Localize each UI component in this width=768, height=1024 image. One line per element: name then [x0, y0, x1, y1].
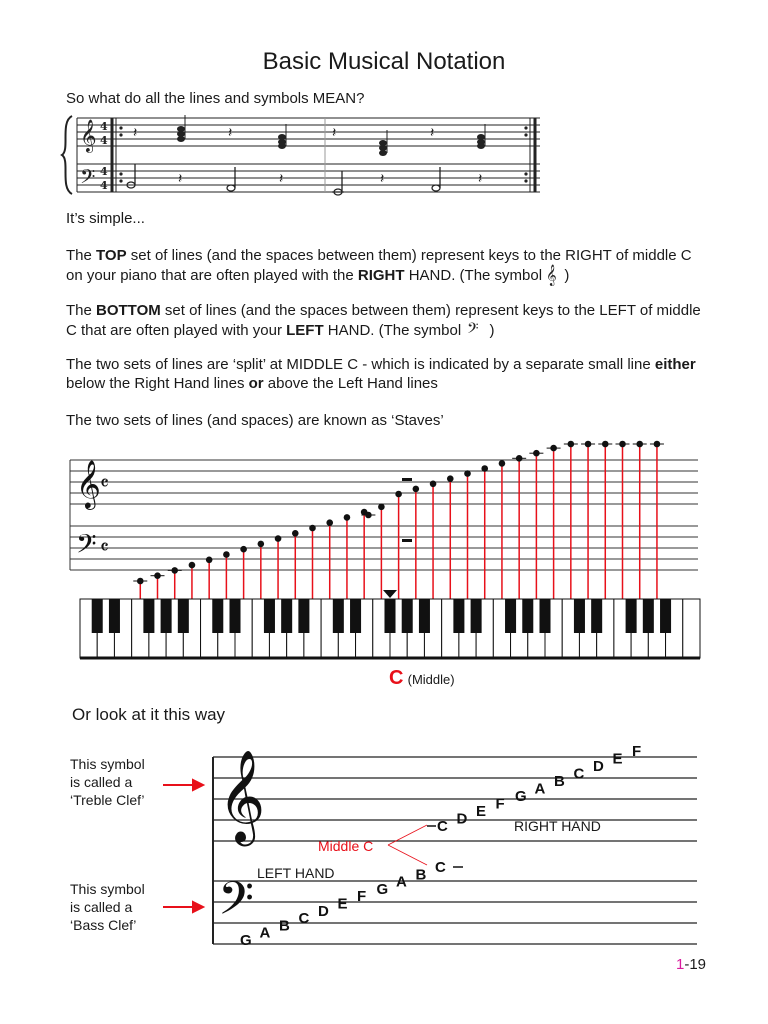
treble-clef-icon: 𝄞 — [218, 749, 266, 842]
bass-clef-icon: 𝄢 — [76, 528, 97, 566]
svg-text:𝄽: 𝄽 — [133, 125, 138, 141]
black-key — [350, 599, 361, 633]
black-key — [626, 599, 637, 633]
note-head — [378, 504, 385, 511]
bass-note-letter: A — [396, 873, 407, 891]
treble-note-letter: B — [554, 773, 565, 790]
black-key — [539, 599, 550, 633]
svg-text:𝄽: 𝄽 — [332, 125, 337, 141]
note-head — [309, 525, 316, 532]
black-key — [229, 599, 240, 633]
bass-note-letter: E — [337, 895, 348, 913]
note-head — [447, 475, 454, 482]
black-key — [419, 599, 430, 633]
note-head — [499, 460, 506, 467]
note-head — [464, 470, 471, 477]
bass-clef-label: This symbol is called a ‘Bass Clef’ — [70, 881, 145, 933]
svg-text:𝄽: 𝄽 — [279, 171, 284, 187]
svg-text:4: 4 — [100, 120, 108, 133]
staff-keyboard-diagram — [0, 438, 768, 668]
treble-clef-icon: 𝄞 — [80, 119, 97, 152]
svg-text:4: 4 — [100, 165, 108, 178]
black-key — [264, 599, 275, 633]
black-key — [384, 599, 395, 633]
page-title: Basic Musical Notation — [262, 48, 506, 75]
black-key — [298, 599, 309, 633]
page-number: 1-19 — [676, 956, 707, 973]
treble-clef-icon: 𝄞 — [76, 459, 101, 508]
look-this-way-heading: Or look at it this way — [72, 705, 226, 724]
black-key — [212, 599, 223, 633]
bass-note-letter: C — [298, 910, 310, 928]
bottom-staff-paragraph: The BOTTOM set of lines (and the spaces between them) represent keys to the LEFT of middle C that are often played with your LEFT HAND. (The symbol 𝄢 ) — [66, 302, 701, 341]
bass-clef-icon: 𝄢 — [218, 872, 255, 937]
note-head — [189, 562, 196, 569]
middle-c-caption: C (Middle) — [389, 667, 455, 689]
treble-clef-icon — [546, 266, 560, 284]
intro-question: So what do all the lines and symbols MEAN? — [66, 90, 365, 107]
note-head — [430, 481, 437, 488]
svg-text:4: 4 — [100, 134, 108, 147]
bass-note-letter: B — [279, 917, 290, 935]
black-key — [281, 599, 292, 633]
bass-note-letter: C — [435, 859, 446, 876]
treble-note-letter: G — [515, 788, 527, 805]
black-key — [643, 599, 654, 633]
svg-text:𝄢: 𝄢 — [467, 319, 479, 341]
treble-clef-label: This symbol is called a ‘Treble Clef’ — [70, 756, 145, 808]
note-head — [481, 465, 488, 472]
white-key — [683, 599, 700, 658]
middle-c-label: Middle C — [318, 838, 374, 854]
black-key — [453, 599, 464, 633]
note-head — [326, 519, 333, 526]
svg-text:𝄽: 𝄽 — [178, 171, 183, 187]
arrow-icons — [163, 780, 203, 912]
black-key — [143, 599, 154, 633]
note-head — [223, 551, 230, 558]
svg-text:𝄽: 𝄽 — [380, 171, 385, 187]
bass-note-letter: A — [259, 924, 271, 942]
treble-note-letter: F — [495, 795, 505, 813]
note-head — [258, 541, 265, 548]
black-key — [161, 599, 172, 633]
right-hand-label: RIGHT HAND — [514, 818, 601, 834]
black-key — [591, 599, 602, 633]
black-key — [660, 599, 671, 633]
staves-paragraph: The two sets of lines (and spaces) are known as ‘Staves’ — [66, 412, 444, 429]
top-staff-paragraph: The TOP set of lines (and the spaces between them) represent keys to the RIGHT of middle C on your piano that are often played with the RIGHT HAND. (The symbol 𝄞 ) — [66, 247, 692, 286]
left-hand-label: LEFT HAND — [257, 865, 335, 881]
svg-text:𝄽: 𝄽 — [430, 125, 435, 141]
black-key — [522, 599, 533, 633]
bass-clef-icon: 𝄢 — [80, 165, 96, 193]
note-head — [344, 514, 351, 521]
bass-note-letter: D — [318, 902, 329, 920]
middle-c-marker — [383, 590, 397, 598]
treble-note-letter: F — [632, 743, 642, 760]
treble-note-letter: A — [534, 780, 546, 798]
note-head — [206, 557, 213, 564]
note-head — [395, 491, 402, 498]
treble-note-letter: C — [437, 818, 448, 835]
svg-text:𝄽: 𝄽 — [228, 125, 233, 141]
split-paragraph: The two sets of lines are ‘split’ at MIDDLE C - which is indicated by a separate small line either below the Right Hand lines or above the Left Hand lines — [66, 356, 696, 392]
common-time-icon: 𝄴 — [100, 535, 109, 559]
treble-note-letter: C — [573, 765, 585, 783]
treble-note-letter: E — [476, 803, 487, 820]
bass-note-letter: B — [415, 866, 427, 884]
bass-note-letter: F — [357, 888, 367, 906]
black-key — [574, 599, 585, 633]
black-key — [402, 599, 413, 633]
note-names-diagram — [0, 745, 768, 955]
black-key — [471, 599, 482, 633]
svg-text:𝄞: 𝄞 — [546, 264, 557, 286]
simple-text: It’s simple... — [66, 210, 145, 227]
treble-note-letter: E — [612, 750, 623, 768]
black-key — [505, 599, 516, 633]
grand-staff-example — [0, 112, 768, 202]
bass-clef-icon — [465, 321, 485, 339]
treble-note-letter: D — [593, 758, 604, 775]
black-key — [333, 599, 344, 633]
black-key — [109, 599, 120, 633]
svg-text:𝄽: 𝄽 — [478, 171, 483, 187]
bass-note-letter: G — [376, 880, 389, 898]
note-head — [275, 535, 282, 542]
note-head — [240, 546, 247, 553]
svg-text:4: 4 — [100, 179, 108, 192]
bass-note-letter: G — [240, 932, 252, 949]
common-time-icon: 𝄴 — [100, 471, 109, 495]
black-key — [92, 599, 103, 633]
treble-note-letter: D — [456, 810, 468, 828]
black-key — [178, 599, 189, 633]
note-head — [292, 530, 299, 537]
note-head — [413, 486, 420, 493]
